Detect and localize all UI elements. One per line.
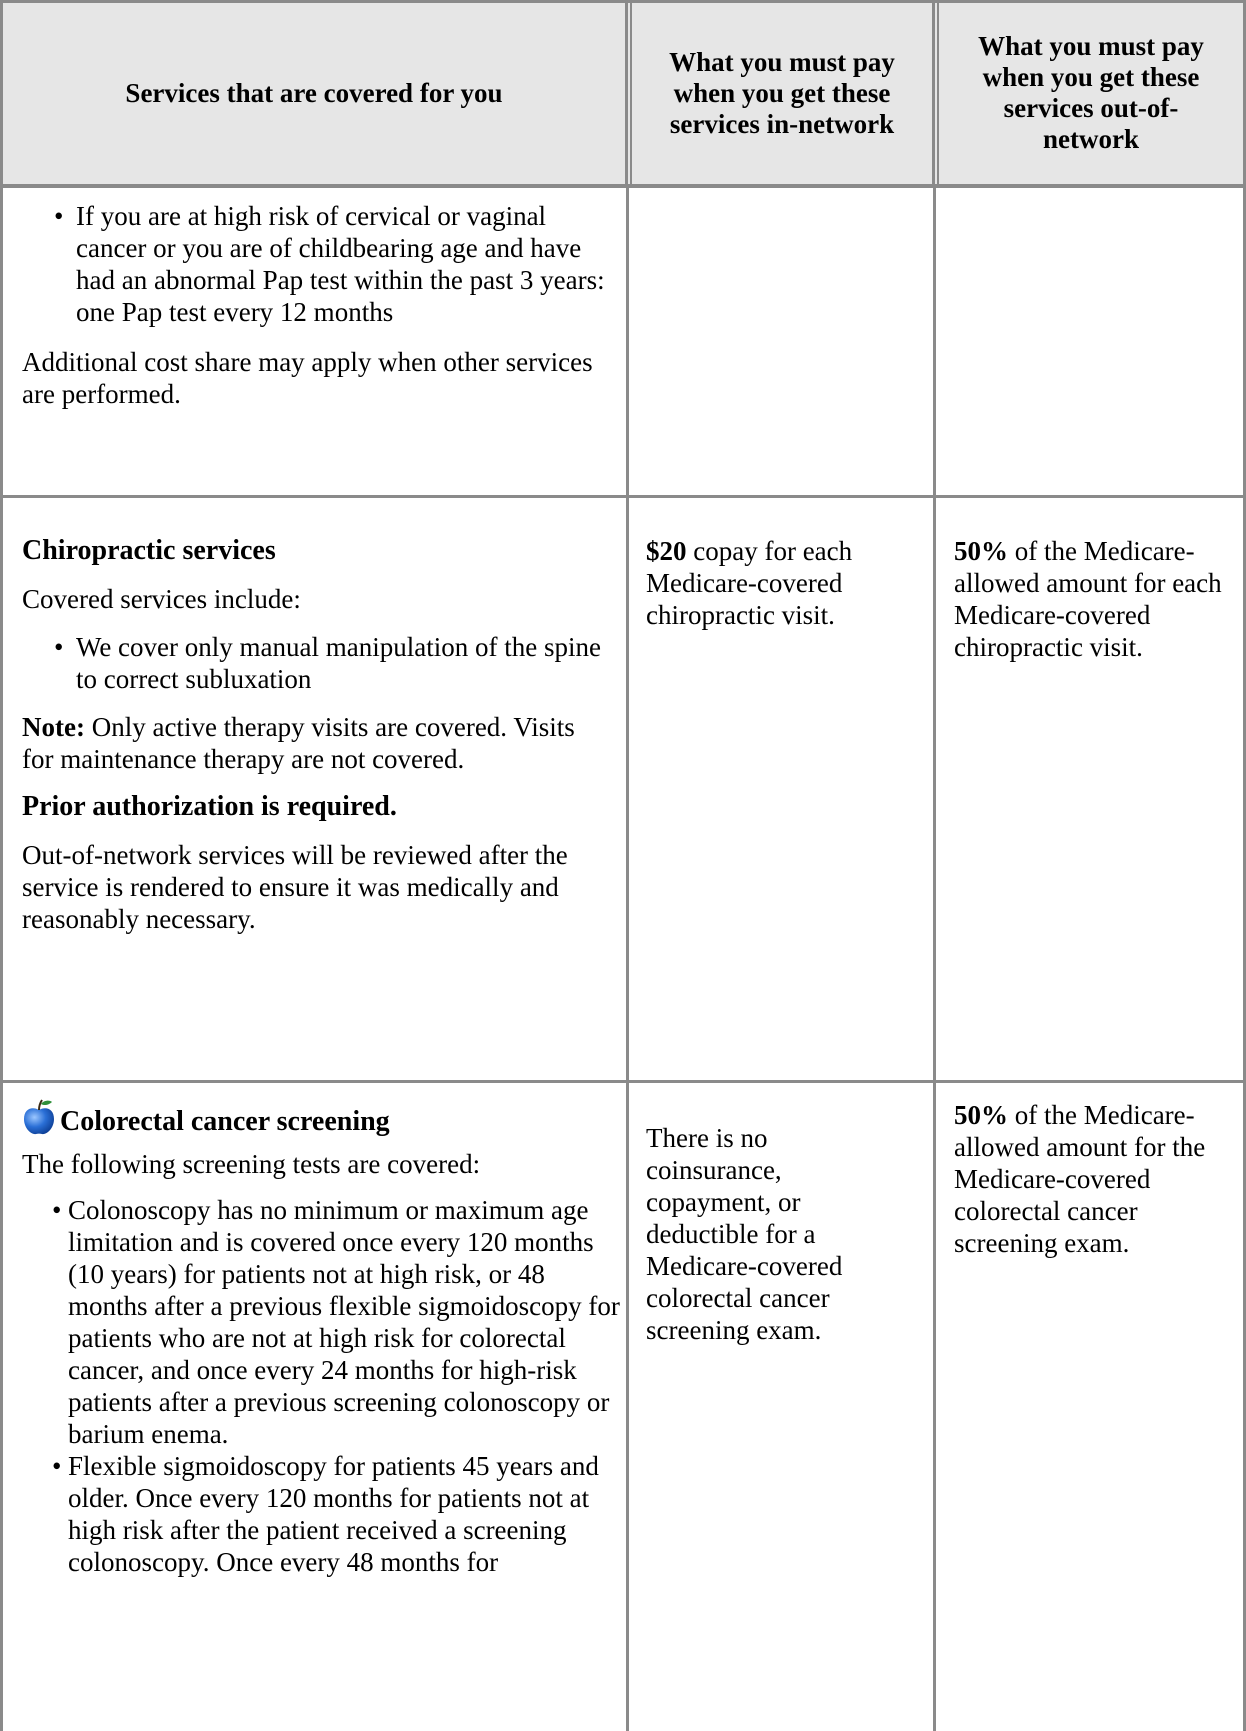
table-left-border <box>0 0 3 1731</box>
copay-text: copay for each Medicare-covered chiropractic visit. <box>646 536 853 630</box>
list-item: • We cover only manual manipulation of the spine to correct subluxation <box>76 631 612 695</box>
coinsurance-text: of the Medicare-allowed amount for each Medicare-covered chiropractic visit. <box>954 536 1222 662</box>
chiropractic-in-network-cost <box>646 535 918 631</box>
colorectal-title-line <box>22 1098 620 1138</box>
list-item: • Colonoscopy has no minimum or maximum age limitation and is covered once every 120 months (10 years) for patients not at high risk, or 48 months after a previous flexible sigmoidoscopy for patients who are not at high risk for colorectal cancer, and once every 24 months for high-risk patients after a previous screening colonoscopy or barium enema. <box>68 1194 620 1450</box>
row2-divider <box>0 1080 1246 1083</box>
row1-services-cell <box>22 200 612 426</box>
colorectal-out-network-cost <box>954 1099 1228 1259</box>
column-divider-2 <box>932 0 939 188</box>
therapy-note <box>22 711 612 775</box>
screening-tests-intro: The following screening tests are covered: <box>22 1149 481 1179</box>
coinsurance-text: of the Medicare-allowed amount for the Medicare-covered colorectal cancer screening exam. <box>954 1100 1206 1258</box>
header-services: Services that are covered for you <box>125 77 503 108</box>
row2-in-network-cell <box>646 535 918 647</box>
apple-icon <box>22 1098 56 1136</box>
covered-services-intro: Covered services include: <box>22 584 301 614</box>
column-divider-2-body <box>933 188 936 1731</box>
row2-out-network-cell <box>954 535 1228 679</box>
cost-share-note: Additional cost share may apply when other services are performed. <box>22 347 593 409</box>
colorectal-title: Colorectal cancer screening <box>60 1106 390 1137</box>
header-out-of-network: What you must pay when you get these services out-of-network <box>978 31 1204 154</box>
row3-in-network-cell <box>646 1122 906 1362</box>
row2-services-cell <box>22 535 612 951</box>
header-in-network: What you must pay when you get these services in-network <box>669 46 895 139</box>
coinsurance-amount: 50% <box>954 536 1008 566</box>
row1-divider <box>0 495 1246 498</box>
row3-services-cell <box>22 1098 620 1594</box>
list-item: • Flexible sigmoidoscopy for patients 45 years and older. Once every 120 months for patients not at high risk after the patient received a screening colonoscopy. Once every 48 months for <box>68 1450 620 1578</box>
list-item: • If you are at high risk of cervical or vaginal cancer or you are of childbearing age and have had an abnormal Pap test within the past 3 years: one Pap test every 12 months <box>76 200 612 328</box>
chiropractic-out-network-cost <box>954 535 1228 663</box>
note-text: Only active therapy visits are covered. Visits for maintenance therapy are not covered. <box>22 712 575 774</box>
coinsurance-amount: 50% <box>954 1100 1008 1130</box>
prior-authorization-notice: Prior authorization is required. <box>22 791 397 822</box>
column-divider-1-body <box>626 188 629 1731</box>
copay-amount: $20 <box>646 536 687 566</box>
chiropractic-title: Chiropractic services <box>22 535 276 566</box>
out-of-network-review-note: Out-of-network services will be reviewed after the service is rendered to ensure it was medically and reasonably necessary. <box>22 840 568 934</box>
row3-out-network-cell <box>954 1099 1228 1275</box>
colorectal-in-network-cost: There is no coinsurance, copayment, or deductible for a Medicare-covered colorectal cancer screening exam. <box>646 1123 843 1345</box>
column-divider-1 <box>625 0 632 188</box>
note-label: Note: <box>22 712 85 742</box>
